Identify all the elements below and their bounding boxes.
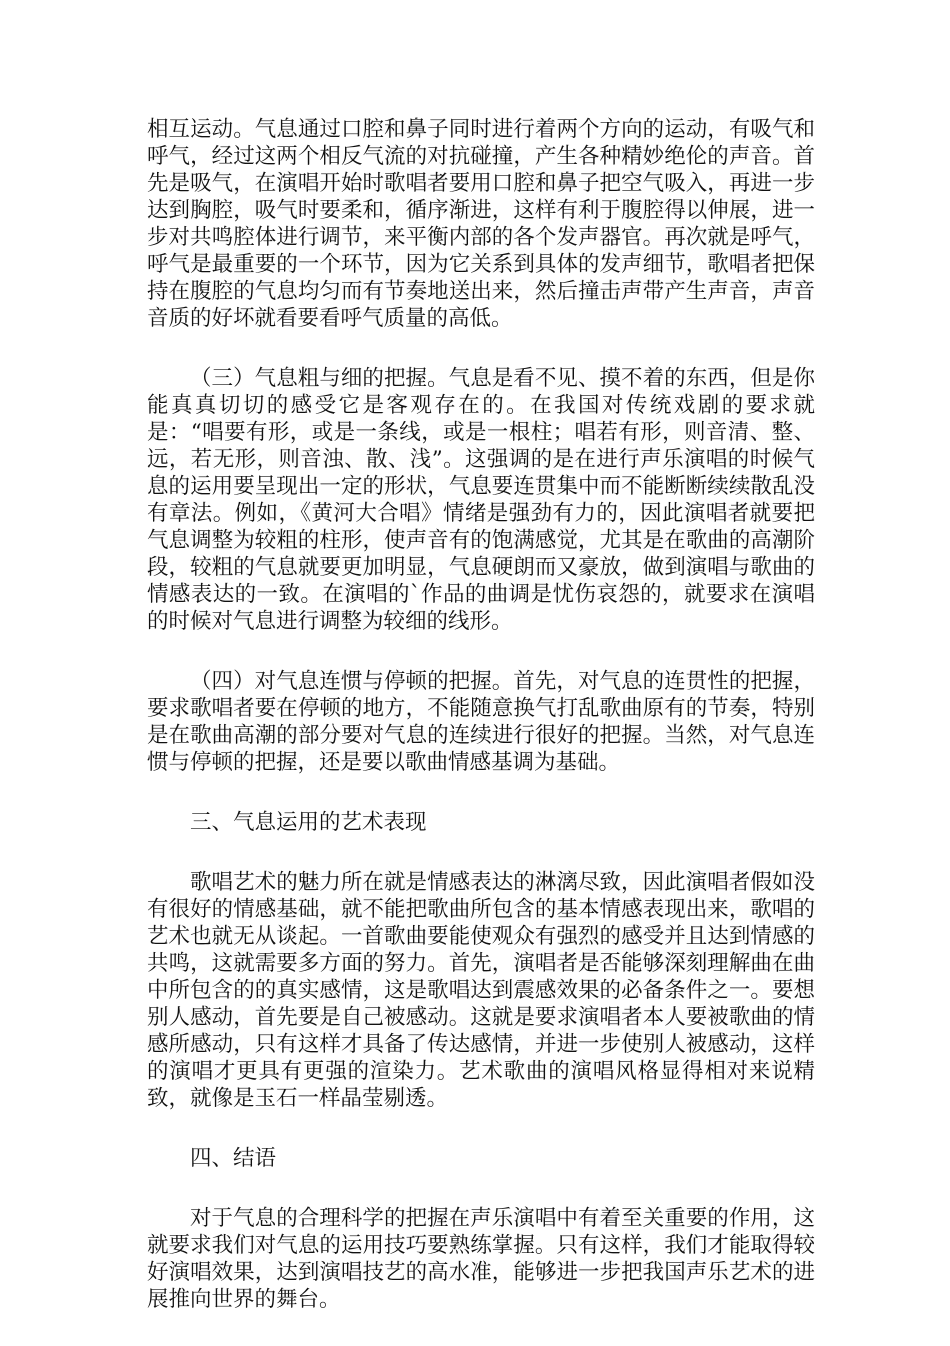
section-heading-conclusion: 四、结语 xyxy=(190,1146,277,1171)
section-heading-artistic-expression: 三、气息运用的艺术表现 xyxy=(190,810,427,835)
paragraph-breath-continuity: （四）对气息连惯与停顿的把握。首先，对气息的连贯性的把握，要求歌唱者要在停顿的地方，不能随意换气打乱歌曲原有的节奏，特别是在歌曲高潮的部分要对气息的连续进行很好的把握。当然，对气息连惯与停顿的把握，还是要以歌曲情感基调为基础。 xyxy=(147,669,815,775)
paragraph-artistic-expression: 歌唱艺术的魅力所在就是情感表达的淋漓尽致，因此演唱者假如没有很好的情感基础，就不能把歌曲所包含的基本情感表现出来，歌唱的艺术也就无从谈起。一首歌曲要能使观众有强烈的感受并且达到情感的共鸣，这就需要多方面的努力。首先，演唱者是否能够深刻理解曲在曲中所包含的的真实感情，这是歌唱达到震感效果的必备条件之一。要想别人感动，首先要是自己被感动。这就是要求演唱者本人要被歌曲的情感所感动，只有这样才具备了传达感情，并进一步使别人被感动，这样的演唱才更具有更强的渲染力。艺术歌曲的演唱风格显得相对来说精致，就像是玉石一样晶莹剔透。 xyxy=(147,870,815,1111)
document-body xyxy=(147,116,815,1346)
paragraph-breath-movement: 相互运动。气息通过口腔和鼻子同时进行着两个方向的运动，有吸气和呼气，经过这两个相反气流的对抗碰撞，产生各种精妙绝伦的声音。首先是吸气，在演唱开始时歌唱者要用口腔和鼻子把空气吸入，再进一步达到胸腔，吸气时要柔和，循序渐进，这样有利于腹腔得以伸展，进一步对共鸣腔体进行调节，来平衡内部的各个发声器官。再次就是呼气，呼气是最重要的一个环节，因为它关系到具体的发声细节，歌唱者把保持在腹腔的气息均匀而有节奏地送出来，然后撞击声带产生声音，声音音质的好坏就看要看呼气质量的高低。 xyxy=(147,117,815,331)
paragraph-breath-thickness: （三）气息粗与细的把握。气息是看不见、摸不着的东西，但是你能真真切切的感受它是客观存在的。在我国对传统戏剧的要求就是：“唱要有形，或是一条线，或是一根柱；唱若有形，则音清、整、远，若无形，则音浊、散、浅”。这强调的是在进行声乐演唱的时候气息的运用要呈现出一定的形状，气息要连贯集中而不能断断续续散乱没有章法。例如，《黄河大合唱》情绪是强劲有力的，因此演唱者就要把气息调整为较粗的柱形，使声音有的饱满感觉，尤其是在歌曲的高潮阶段，较粗的气息就要更加明显，气息硬朗而又豪放，做到演唱与歌曲的情感表达的一致。在演唱的`作品的曲调是忧伤哀怨的，就要求在演唱的时候对气息进行调整为较细的线形。 xyxy=(147,366,815,634)
paragraph-conclusion: 对于气息的合理科学的把握在声乐演唱中有着至关重要的作用，这就要求我们对气息的运用技巧要熟练掌握。只有这样，我们才能取得较好演唱效果，达到演唱技艺的高水准，能够进一步把我国声乐艺术的进展推向世界的舞台。 xyxy=(147,1206,815,1312)
